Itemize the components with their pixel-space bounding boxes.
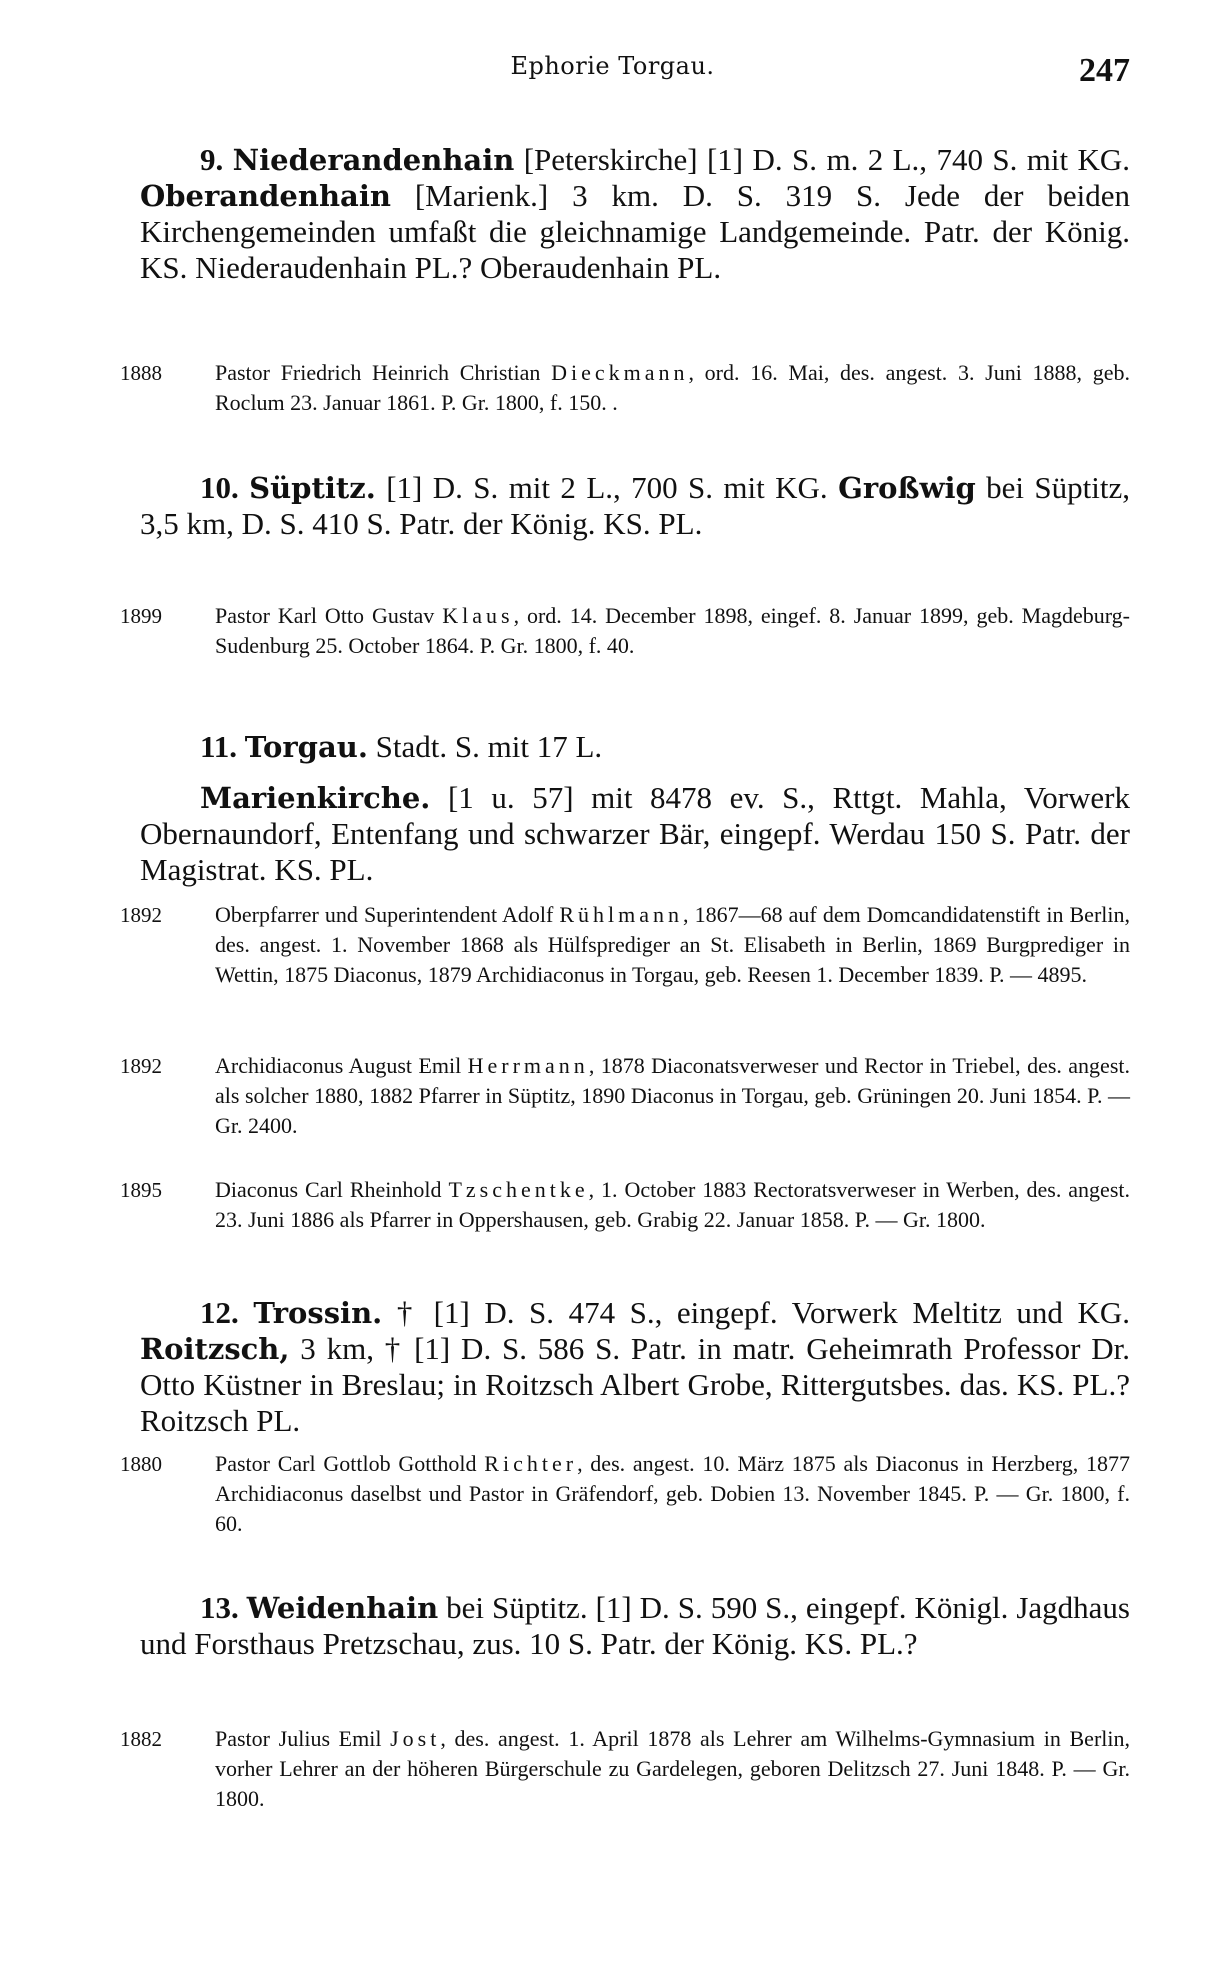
- section-text-secondary: [Marienk.] 3 km. D. S. 319 S. Jede der beiden Kirchengemeinden umfaßt die gleichnamige Landgemeinde. Patr. der König. KS. Niederaudenhain PL.? Oberaudenhain PL.: [140, 178, 1130, 285]
- section-9: [140, 142, 1130, 286]
- church-name: Marienkirche.: [200, 781, 431, 815]
- pastor-name: Richter: [484, 1451, 578, 1476]
- section-text-secondary: 3 km, † [1] D. S. 586 S. Patr. in matr. Geheimrath Professor Dr. Otto Küstner in Breslau; in Roitzsch Albert Grobe, Rittergutsbes. das. KS. PL.? Roitzsch PL.: [140, 1331, 1130, 1438]
- entry-text: Diaconus Carl Rheinhold Tzschentke, 1. October 1883 Rectoratsverweser in Werben, des. angest. 23. Juni 1886 als Pfarrer in Oppershausen, geb. Grabig 22. Januar 1858. P. — Gr. 1800.: [215, 1177, 1130, 1232]
- section-text: † [1] D. S. 474 S., eingepf. Vorwerk Meltitz und KG.: [382, 1295, 1131, 1330]
- section-11: [140, 729, 1130, 765]
- running-title: Ephorie Torgau.: [510, 52, 715, 80]
- entry-year: 1888: [120, 361, 162, 385]
- section-number: 11.: [200, 729, 238, 764]
- place-name-secondary: Oberandenhain: [140, 179, 391, 213]
- pastor-name: Jost: [390, 1726, 441, 1751]
- entry-text: Pastor Carl Gottlob Gotthold Richter, des. angest. 10. März 1875 als Diaconus in Herzberg, 1877 Archidiaconus daselbst und Pastor in Gräfendorf, geb. Dobien 13. November 1845. P. — Gr. 1800, f. 60.: [215, 1451, 1130, 1536]
- pastor-name: Dieckmann: [551, 360, 689, 385]
- page-number: 247: [1079, 52, 1130, 89]
- pastor-name: Herrmann: [467, 1053, 589, 1078]
- pastor-entry: [120, 1175, 1130, 1235]
- entry-text: Oberpfarrer und Superintendent Adolf Rühlmann, 1867—68 auf dem Domcandidatenstift in Berlin, des. angest. 1. November 1868 als Hülfsprediger an St. Elisabeth in Berlin, 1869 Burgprediger in Wettin, 1875 Diaconus, 1879 Archidiaconus in Torgau, geb. Reesen 1. December 1839. P. — 4895.: [215, 902, 1130, 987]
- section-number: 13.: [200, 1590, 239, 1625]
- pastor-name: Rühlmann: [559, 902, 684, 927]
- pastor-entry: [120, 1449, 1130, 1539]
- pastor-entry: [120, 900, 1130, 990]
- place-name-secondary: Großwig: [838, 471, 976, 505]
- pastor-name: Tzschentke: [448, 1177, 589, 1202]
- section-text: [Peterskirche] [1] D. S. m. 2 L., 740 S. mit KG.: [523, 142, 1131, 177]
- entry-year: 1880: [120, 1452, 162, 1476]
- place-name: Torgau.: [244, 730, 368, 764]
- entry-year: 1882: [120, 1727, 162, 1751]
- section-number: 12.: [200, 1295, 239, 1330]
- pastor-name: Klaus: [442, 603, 514, 628]
- section-12: [140, 1295, 1130, 1439]
- section-text: [1 u. 57] mit 8478 ev. S., Rttgt. Mahla, Vorwerk Obernaundorf, Entenfang und schwarzer Bär, eingepf. Werdau 150 S. Patr. der Magistrat. KS. PL.: [140, 780, 1130, 887]
- entry-text: Pastor Julius Emil Jost, des. angest. 1. April 1878 als Lehrer am Wilhelms-Gymnasium in Berlin, vorher Lehrer an der höheren Bürgerschule zu Gardelegen, geboren Delitzsch 27. Juni 1848. P. — Gr. 1800.: [215, 1726, 1130, 1811]
- section-text: Stadt. S. mit 17 L.: [367, 729, 603, 764]
- place-name: Weidenhain: [246, 1591, 439, 1625]
- entry-year: 1895: [120, 1178, 162, 1202]
- pastor-entry: [120, 358, 1130, 418]
- entry-year: 1892: [120, 903, 162, 927]
- pastor-entry: [120, 1051, 1130, 1141]
- pastor-entry: [120, 601, 1130, 661]
- entry-year: 1899: [120, 604, 162, 628]
- section-10: [140, 470, 1130, 542]
- place-name: Trossin.: [253, 1296, 383, 1330]
- section-text: [1] D. S. mit 2 L., 700 S. mit KG.: [375, 470, 839, 505]
- place-name: Süptitz.: [249, 471, 376, 505]
- section-13: [140, 1590, 1130, 1662]
- place-name: Niederandenhain: [232, 143, 515, 177]
- running-head: [0, 52, 1225, 92]
- entry-year: 1892: [120, 1054, 162, 1078]
- section-text: bei Süptitz. [1] D. S. 590 S., eingepf. Königl. Jagdhaus und Forsthaus Pretzschau, zus. 10 S. Patr. der König. KS. PL.?: [140, 1590, 1130, 1661]
- section-number: 10.: [200, 470, 239, 505]
- place-name-secondary: Roitzsch,: [140, 1332, 290, 1366]
- section-number: 9.: [200, 142, 224, 177]
- entry-text: Archidiaconus August Emil Herrmann, 1878 Diaconatsverweser und Rector in Triebel, des. angest. als solcher 1880, 1882 Pfarrer in Süptitz, 1890 Diaconus in Torgau, geb. Grüningen 20. Juni 1854. P. — Gr. 2400.: [215, 1053, 1130, 1138]
- entry-text: Pastor Karl Otto Gustav Klaus, ord. 14. December 1898, eingef. 8. Januar 1899, geb. Magdeburg-Sudenburg 25. October 1864. P. Gr. 1800, f. 40.: [215, 603, 1130, 658]
- pastor-entry: [120, 1724, 1130, 1814]
- entry-text: Pastor Friedrich Heinrich Christian Dieckmann, ord. 16. Mai, des. angest. 3. Juni 1888, geb. Roclum 23. Januar 1861. P. Gr. 1800, f. 150. .: [215, 360, 1131, 415]
- section-marienkirche: [140, 780, 1130, 888]
- section-text-secondary: bei Süptitz, 3,5 km, D. S. 410 S. Patr. der König. KS. PL.: [140, 470, 1131, 541]
